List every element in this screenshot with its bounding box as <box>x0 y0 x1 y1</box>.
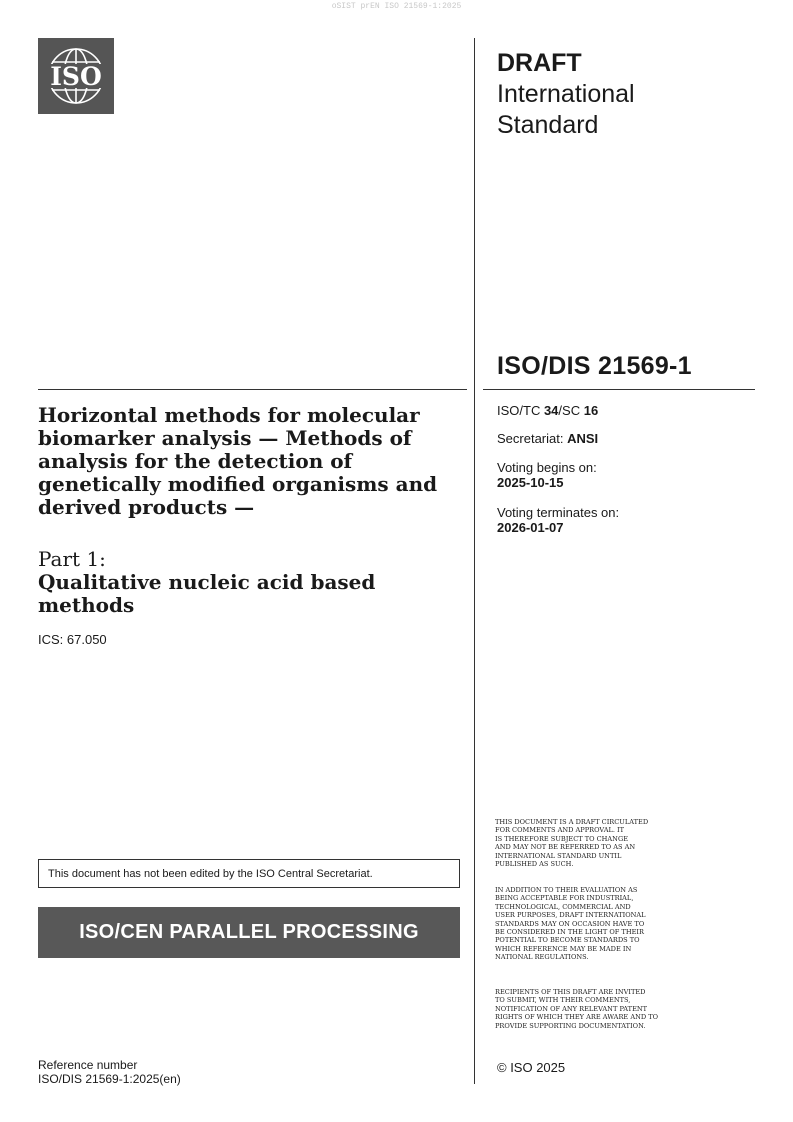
iso-logo-text: ISO <box>50 62 102 91</box>
voting-begins-date: 2025-10-15 <box>497 475 564 490</box>
committee <box>497 403 598 418</box>
iso-logo <box>38 38 114 114</box>
reference-value: ISO/DIS 21569-1:2025(en) <box>38 1072 181 1086</box>
reference-number <box>38 1058 181 1086</box>
document-title: Horizontal methods for molecular biomarker analysis — Methods of analysis for the detection of genetically modified organisms and derived products — <box>38 403 438 519</box>
parallel-processing-banner: ISO/CEN PARALLEL PROCESSING <box>38 907 460 958</box>
disclaimer-paragraph-1: THIS DOCUMENT IS A DRAFT CIRCULATED FOR COMMENTS AND APPROVAL. IT IS THEREFORE SUBJECT TO CHANGE AND MAY NOT BE REFERRED TO AS AN INTERNATIONAL STANDARD UNTIL PUBLISHED AS SUCH. <box>495 818 649 869</box>
secretariat-label: Secretariat: <box>497 431 568 446</box>
left-rule <box>38 389 467 390</box>
secretariat <box>497 431 598 446</box>
copyright: © ISO 2025 <box>497 1060 566 1075</box>
voting-terminates <box>497 505 619 535</box>
doc-type-draft: DRAFT <box>497 49 582 77</box>
part-title: Qualitative nucleic acid based methods <box>38 570 376 617</box>
iso-globe-logo-icon <box>38 38 114 114</box>
disclaimer-paragraph-3: RECIPIENTS OF THIS DRAFT ARE INVITED TO SUBMIT, WITH THEIR COMMENTS, NOTIFICATION OF ANY RELEVANT PATENT RIGHTS OF WHICH THEY ARE AWARE AND TO PROVIDE SUPPORTING DOCUMENTATION. <box>495 988 659 1030</box>
committee-prefix: ISO/TC <box>497 403 544 418</box>
disclaimer-paragraph-2: IN ADDITION TO THEIR EVALUATION AS BEING ACCEPTABLE FOR INDUSTRIAL, TECHNOLOGICAL, COMMERCIAL AND USER PURPOSES, DRAFT INTERNATIONAL STANDARDS MAY ON OCCASION HAVE TO BE CONSIDERED IN THE LIGHT OF THEIR POTENTIAL TO BECOME STANDARDS TO WHICH REFERENCE MAY BE MADE IN NATIONAL REGULATIONS. <box>495 886 646 962</box>
secretariat-value: ANSI <box>567 431 599 446</box>
doc-type-international: International <box>497 80 635 108</box>
part-label: Part 1: <box>38 547 106 571</box>
committee-sc: 16 <box>583 403 599 418</box>
voting-terminates-date: 2026-01-07 <box>497 520 564 535</box>
voting-begins <box>497 460 597 490</box>
document-type <box>497 48 635 141</box>
right-rule <box>483 389 755 390</box>
committee-tc: 34 <box>543 403 559 418</box>
doc-type-standard: Standard <box>497 111 599 139</box>
voting-terminates-label: Voting terminates on: <box>497 505 620 520</box>
committee-sep: /SC <box>558 403 584 418</box>
ics-code: ICS: 67.050 <box>38 632 107 647</box>
reference-label: Reference number <box>38 1058 138 1072</box>
voting-begins-label: Voting begins on: <box>497 460 597 475</box>
watermark: oSIST prEN ISO 21569-1:2025 <box>331 2 462 11</box>
column-divider <box>474 38 475 1084</box>
not-edited-notice: This document has not been edited by the ISO Central Secretariat. <box>38 859 460 888</box>
standard-number: ISO/DIS 21569-1 <box>497 352 692 380</box>
